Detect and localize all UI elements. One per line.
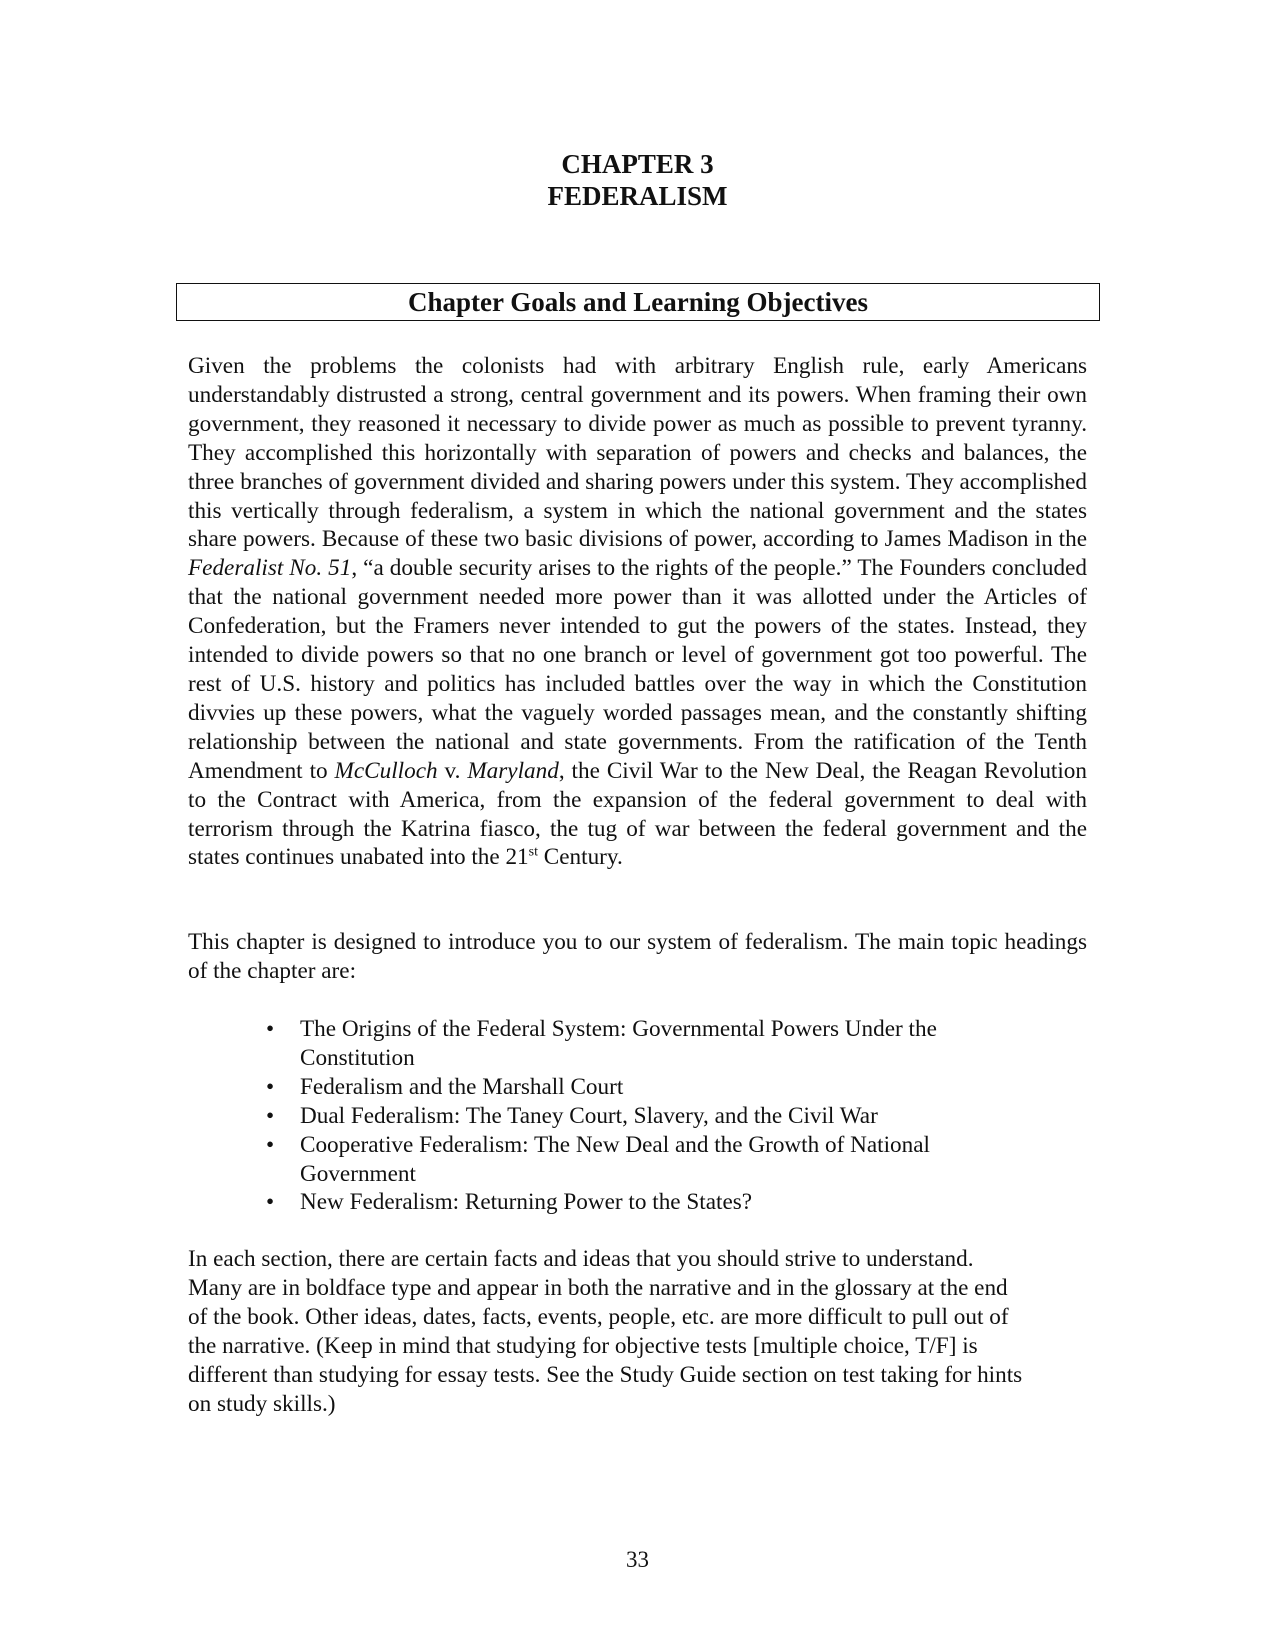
page-number: 33 bbox=[626, 1547, 649, 1572]
intro-text-4: Century. bbox=[538, 844, 623, 871]
federalist-reference: Federalist No. 51 bbox=[188, 555, 352, 582]
closing-paragraph bbox=[188, 1245, 1087, 1418]
topic-text: New Federalism: Returning Power to the States? bbox=[300, 1189, 753, 1216]
chapter-number: CHAPTER 3 bbox=[561, 149, 714, 179]
list-item bbox=[266, 1015, 1020, 1073]
topic-text: The Origins of the Federal System: Governmental Powers Under the Constitution bbox=[300, 1016, 937, 1071]
list-item bbox=[266, 1188, 1020, 1217]
topic-text: Cooperative Federalism: The New Deal and the Growth of National Government bbox=[300, 1131, 930, 1187]
topics-list bbox=[266, 1015, 1020, 1217]
case-party-2: Maryland bbox=[467, 757, 559, 784]
intro-text-1: Given the problems the colonists had with arbitrary English rule, early Americans understandably distrusted a strong, central government and its powers. When framing their own government, they reasoned it necessary to divide power as much as possible to prevent tyranny. They accomplished this horizontally with separation of powers and checks and balances, the three branches of government divided and sharing powers under this system. They accomplished this vertically through federalism, a system in which the national government and the states share powers. Because of these two basic divisions of power, according to James Madison in the bbox=[188, 353, 1087, 553]
intro-paragraph bbox=[188, 352, 1087, 872]
design-paragraph-text: This chapter is designed to introduce you to our system of federalism. The main topic headings of the chapter are: bbox=[188, 929, 1087, 984]
bullet-icon: • bbox=[266, 1131, 275, 1158]
closing-line: different than studying for essay tests. See the Study Guide section on test taking for hints bbox=[188, 1361, 1023, 1388]
list-item bbox=[266, 1102, 1020, 1131]
goals-box bbox=[176, 283, 1100, 321]
bullet-icon: • bbox=[266, 1016, 275, 1042]
intro-text-3: , the Civil War to the New Deal, the Reagan Revolution to the Contract with America, from the expansion of the federal government to deal with terrorism through the Katrina fiasco, the tug of war between the federal government and the states continues unabated into the 21 bbox=[188, 757, 1087, 871]
case-party-1: McCulloch bbox=[334, 757, 438, 784]
case-versus: v. bbox=[437, 757, 468, 784]
bullet-icon: • bbox=[266, 1102, 275, 1129]
list-item bbox=[266, 1073, 1020, 1102]
closing-line: In each section, there are certain facts and ideas that you should strive to understand. bbox=[188, 1246, 974, 1272]
ordinal-suffix: st bbox=[528, 844, 538, 860]
chapter-heading bbox=[0, 148, 1275, 212]
list-item bbox=[266, 1131, 1020, 1189]
intro-text-2: , “a double security arises to the rights of the people.” The Founders concluded that the national government needed more power than it was allotted under the Articles of Confederation, but the Framers never intended to gut the powers of the states. Instead, they intended to divide powers so that no one branch or level of government got too powerful. The rest of U.S. history and politics has included battles over the way in which the Constitution divvies up these powers, what the vaguely worded passages mean, and the constantly shifting relationship between the national and state governments. From the ratification of the Tenth Amendment to bbox=[188, 555, 1087, 784]
chapter-title: FEDERALISM bbox=[547, 181, 728, 211]
bullet-icon: • bbox=[266, 1189, 275, 1216]
bullet-icon: • bbox=[266, 1073, 275, 1100]
closing-line: Many are in boldface type and appear in both the narrative and in the glossary at the end bbox=[188, 1274, 1008, 1301]
closing-line: the narrative. (Keep in mind that studying for objective tests [multiple choice, T/F] is bbox=[188, 1332, 978, 1359]
closing-line: of the book. Other ideas, dates, facts, events, people, etc. are more difficult to pull out of bbox=[188, 1303, 1009, 1330]
topic-text: Federalism and the Marshall Court bbox=[300, 1073, 624, 1100]
closing-line: on study skills.) bbox=[188, 1390, 336, 1417]
design-paragraph bbox=[188, 928, 1087, 986]
topic-text: Dual Federalism: The Taney Court, Slavery, and the Civil War bbox=[300, 1102, 878, 1129]
goals-box-title: Chapter Goals and Learning Objectives bbox=[407, 287, 868, 317]
